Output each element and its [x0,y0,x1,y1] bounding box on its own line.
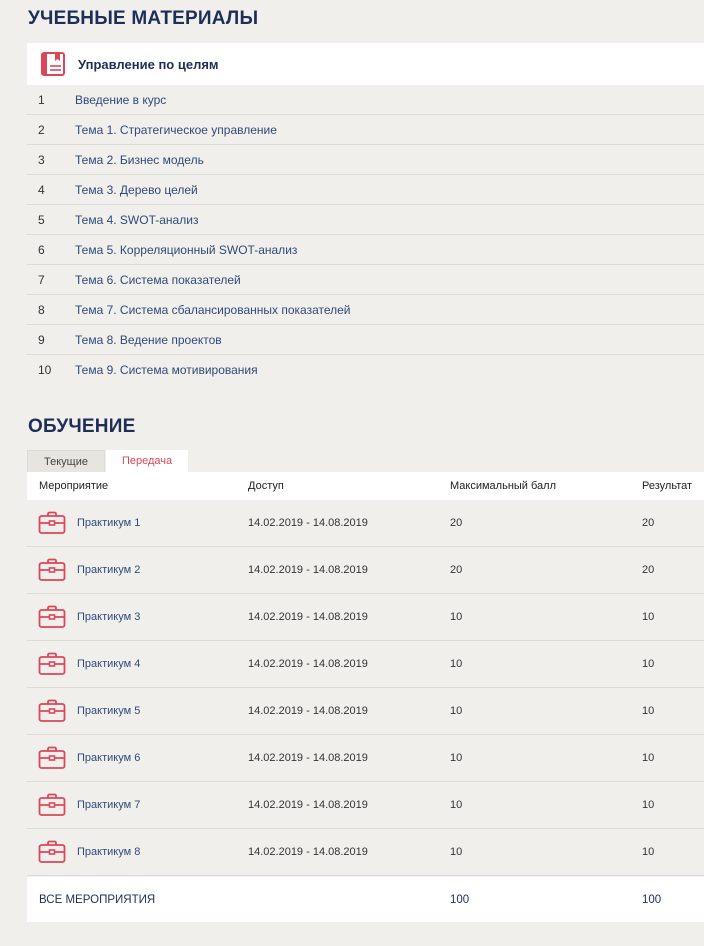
lesson-link[interactable]: Тема 6. Система показателей [75,272,241,287]
access-cell: 14.02.2019 - 14.08.2019 [248,752,368,764]
tab-current[interactable]: Текущие [27,450,105,472]
access-cell: 14.02.2019 - 14.08.2019 [248,564,368,576]
lesson-item [27,295,704,325]
lesson-item [27,175,704,205]
lesson-number: 8 [38,302,45,317]
event-cell [38,641,140,687]
column-header-max-score: Максимальный балл [450,480,556,492]
briefcase-icon [38,698,68,724]
column-header-access: Доступ [248,480,284,492]
briefcase-icon [38,557,68,583]
total-max-score: 100 [450,893,470,906]
tab-retake[interactable]: Передача [106,450,188,472]
access-cell: 14.02.2019 - 14.08.2019 [248,705,368,717]
event-cell [38,829,140,875]
table-row [27,500,704,547]
table-header [27,472,704,500]
lesson-number: 5 [38,212,45,227]
max-score-cell: 10 [450,752,463,764]
total-label: ВСЕ МЕРОПРИЯТИЯ [39,893,156,906]
lesson-item [27,205,704,235]
briefcase-icon [38,604,68,630]
result-cell: 10 [642,846,655,858]
lesson-link[interactable]: Введение в курс [75,92,167,107]
event-cell [38,782,140,828]
event-cell [38,594,140,640]
result-cell: 10 [642,611,655,623]
lesson-item [27,145,704,175]
table-row [27,594,704,641]
lesson-link[interactable]: Тема 3. Дерево целей [75,182,198,197]
result-cell: 10 [642,799,655,811]
lesson-link[interactable]: Тема 5. Корреляционный SWOT-анализ [75,242,298,257]
lesson-number: 1 [38,92,45,107]
max-score-cell: 10 [450,611,463,623]
result-cell: 20 [642,517,655,529]
event-cell [38,688,140,734]
access-cell: 14.02.2019 - 14.08.2019 [248,658,368,670]
max-score-cell: 20 [450,517,463,529]
event-cell [38,500,140,546]
lesson-number: 2 [38,122,45,137]
table-row [27,782,704,829]
event-link[interactable]: Практикум 4 [77,658,141,670]
lesson-link[interactable]: Тема 1. Стратегическое управление [75,122,277,137]
briefcase-icon [38,792,68,818]
access-cell: 14.02.2019 - 14.08.2019 [248,611,368,623]
access-cell: 14.02.2019 - 14.08.2019 [248,799,368,811]
lesson-link[interactable]: Тема 9. Система мотивирования [75,363,258,377]
access-cell: 14.02.2019 - 14.08.2019 [248,517,368,529]
event-link[interactable]: Практикум 2 [77,564,141,576]
briefcase-icon [38,510,68,536]
max-score-cell: 10 [450,658,463,670]
table-row [27,641,704,688]
event-link[interactable]: Практикум 6 [77,752,141,764]
lesson-number: 9 [38,332,45,347]
column-header-event: Мероприятие [39,480,109,492]
briefcase-icon [38,651,68,677]
max-score-cell: 10 [450,799,463,811]
briefcase-icon [38,839,68,865]
briefcase-icon [38,745,68,771]
event-table-body [27,500,704,876]
lesson-link[interactable]: Тема 2. Бизнес модель [75,152,204,167]
event-link[interactable]: Практикум 3 [77,611,141,623]
lesson-number: 10 [38,363,52,377]
event-link[interactable]: Практикум 1 [77,517,141,529]
lesson-item [27,265,704,295]
training-tabs [27,450,188,472]
result-cell: 10 [642,705,655,717]
course-name: Управление по целям [78,56,219,72]
lesson-number: 4 [38,182,45,197]
result-cell: 20 [642,564,655,576]
table-row [27,688,704,735]
event-link[interactable]: Практикум 5 [77,705,141,717]
column-header-result: Результат [642,480,693,492]
result-cell: 10 [642,658,655,670]
lesson-list [27,85,704,385]
event-cell [38,735,140,781]
lesson-link[interactable]: Тема 8. Ведение проектов [75,332,222,347]
event-link[interactable]: Практикум 7 [77,799,141,811]
max-score-cell: 20 [450,564,463,576]
lesson-number: 6 [38,242,45,257]
lesson-item [27,235,704,265]
lesson-number: 3 [38,152,45,167]
lesson-item [27,355,704,385]
book-icon [40,51,66,77]
event-link[interactable]: Практикум 8 [77,846,141,858]
materials-title: УЧЕБНЫЕ МАТЕРИАЛЫ [28,8,259,29]
total-result: 100 [642,893,662,906]
table-row [27,547,704,594]
training-title: ОБУЧЕНИЕ [28,416,136,437]
table-row [27,829,704,876]
course-header [27,43,704,85]
lesson-link[interactable]: Тема 7. Система сбалансированных показателей [75,302,351,317]
lesson-item [27,85,704,115]
lesson-item [27,115,704,145]
lesson-link[interactable]: Тема 4. SWOT-анализ [75,212,199,227]
event-cell [38,547,140,593]
table-row [27,735,704,782]
max-score-cell: 10 [450,705,463,717]
max-score-cell: 10 [450,846,463,858]
lesson-item [27,325,704,355]
result-cell: 10 [642,752,655,764]
total-row [27,877,704,922]
lesson-number: 7 [38,272,45,287]
access-cell: 14.02.2019 - 14.08.2019 [248,846,368,858]
